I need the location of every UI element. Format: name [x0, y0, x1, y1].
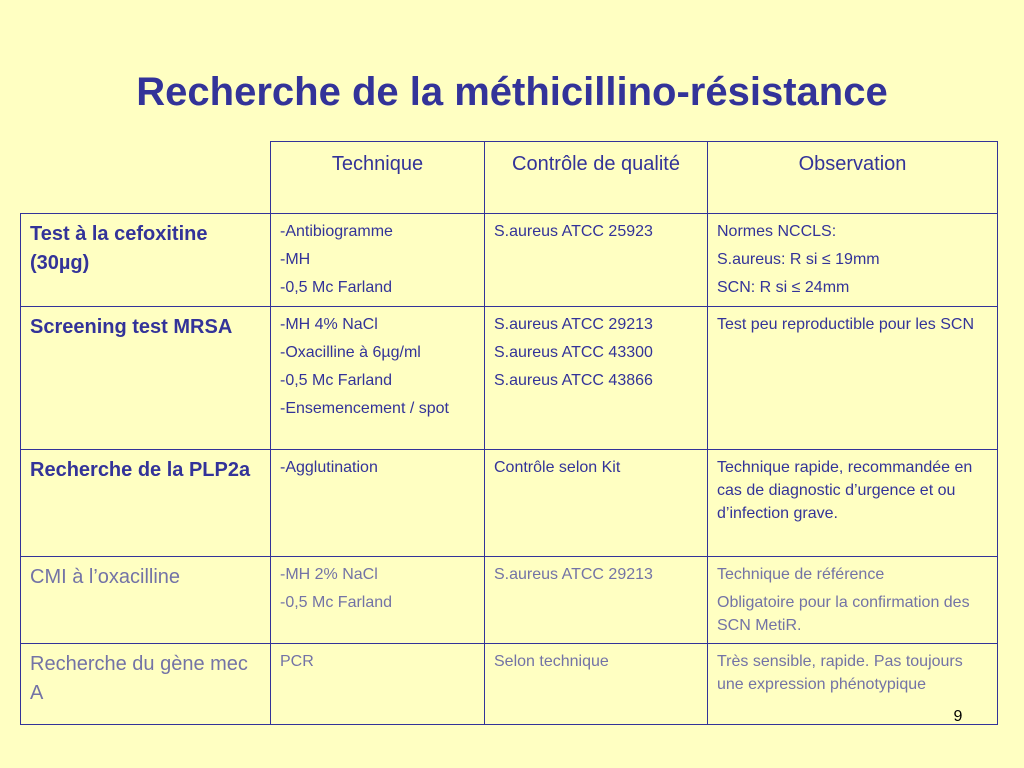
technique-line: -0,5 Mc Farland	[280, 594, 393, 611]
observation-line: Obligatoire pour la confirmation des SCN MetiR.	[717, 594, 970, 634]
row-label: Test à la cefoxitine (30µg)	[21, 214, 271, 307]
controle-cell	[485, 644, 708, 725]
controle-cell	[485, 214, 708, 307]
header-observation: Observation	[708, 142, 998, 214]
controle-line: S.aureus ATCC 25923	[494, 223, 653, 240]
table-row	[21, 450, 998, 557]
technique-line: -MH 4% NaCl	[280, 316, 378, 333]
observation-cell	[708, 450, 998, 557]
header-technique: Technique	[271, 142, 485, 214]
observation-cell	[708, 307, 998, 450]
observation-line: Test peu reproductible pour les SCN	[717, 316, 975, 333]
empty-corner-cell	[21, 142, 271, 214]
page-number: 9	[953, 708, 963, 725]
controle-line: S.aureus ATCC 43300	[494, 344, 653, 361]
technique-line: PCR	[280, 653, 314, 670]
observation-line: Très sensible, rapide. Pas toujours une expression phénotypique	[717, 653, 963, 693]
technique-line: -MH	[280, 251, 311, 268]
controle-line: S.aureus ATCC 43866	[494, 372, 653, 389]
observation-line: S.aureus: R si ≤ 19mm	[717, 251, 880, 268]
technique-line: -Ensemencement / spot	[280, 400, 449, 417]
table-row	[21, 557, 998, 644]
technique-cell	[271, 644, 485, 725]
observation-cell	[708, 214, 998, 307]
observation-line: Technique de référence	[717, 566, 885, 583]
row-label: Recherche du gène mec A	[21, 644, 271, 725]
controle-cell	[485, 557, 708, 644]
resistance-table	[20, 141, 998, 725]
table-row	[21, 644, 998, 725]
controle-line: Selon technique	[494, 653, 609, 670]
technique-line: -Antibiogramme	[280, 223, 393, 240]
row-label: Screening test MRSA	[21, 307, 271, 450]
technique-line: -Agglutination	[280, 459, 378, 476]
observation-line: SCN: R si ≤ 24mm	[717, 279, 850, 296]
row-label: CMI à l’oxacilline	[21, 557, 271, 644]
technique-line: -0,5 Mc Farland	[280, 372, 393, 389]
header-controle: Contrôle de qualité	[485, 142, 708, 214]
controle-line: Contrôle selon Kit	[494, 459, 621, 476]
technique-cell	[271, 450, 485, 557]
slide-title: Recherche de la méthicillino-résistance	[136, 70, 888, 114]
technique-cell	[271, 214, 485, 307]
header-row	[21, 142, 998, 214]
row-label: Recherche de la PLP2a	[21, 450, 271, 557]
table-row	[21, 307, 998, 450]
controle-cell	[485, 307, 708, 450]
controle-cell	[485, 450, 708, 557]
controle-line: S.aureus ATCC 29213	[494, 316, 653, 333]
observation-cell	[708, 557, 998, 644]
technique-cell	[271, 557, 485, 644]
controle-line: S.aureus ATCC 29213	[494, 566, 653, 583]
technique-line: -MH 2% NaCl	[280, 566, 378, 583]
table-row	[21, 214, 998, 307]
technique-line: -Oxacilline à 6µg/ml	[280, 344, 421, 361]
technique-cell	[271, 307, 485, 450]
observation-line: Technique rapide, recommandée en cas de diagnostic d’urgence et ou d’infection grave.	[717, 459, 973, 522]
observation-line: Normes NCCLS:	[717, 223, 837, 240]
technique-line: -0,5 Mc Farland	[280, 279, 393, 296]
